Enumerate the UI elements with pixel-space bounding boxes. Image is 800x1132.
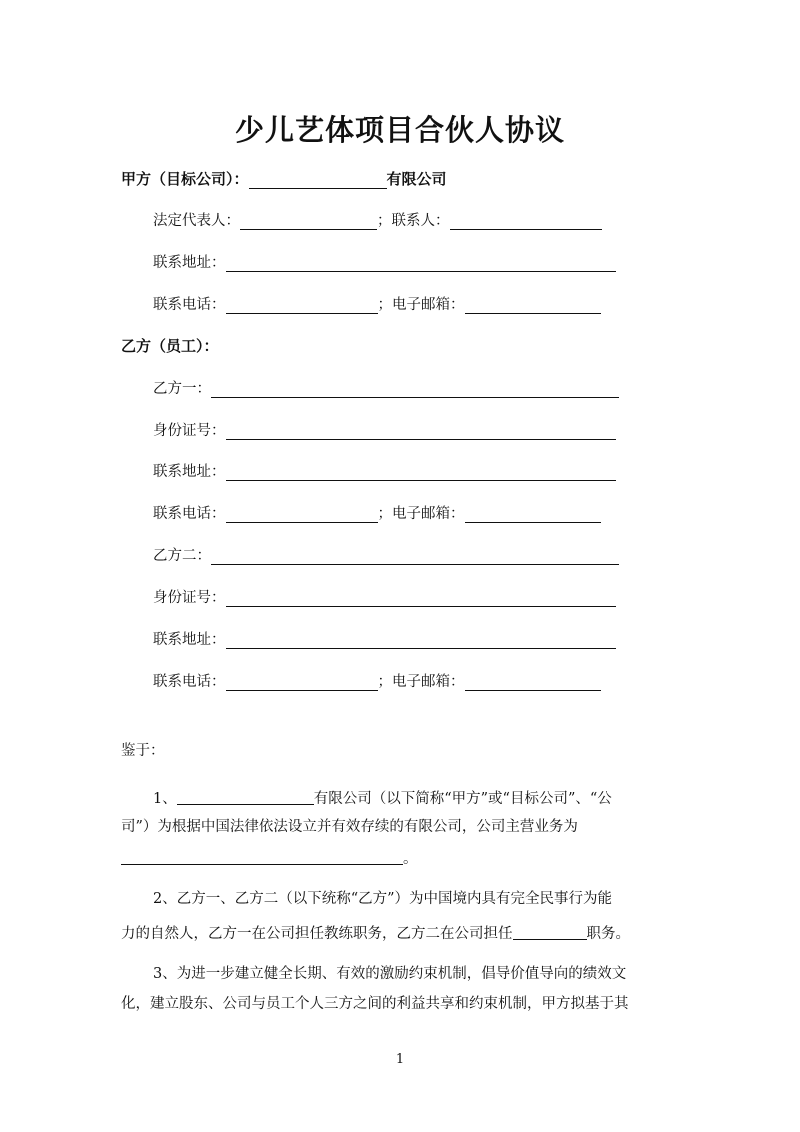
- b2-email-label: ；电子邮箱：: [377, 674, 465, 690]
- party-a-address-row: [153, 251, 616, 272]
- clause1-business-blank[interactable]: [121, 849, 403, 865]
- party-a-row: [121, 168, 447, 189]
- party-a-address-label: 联系地址：: [153, 255, 226, 271]
- party-a-phone-row: [153, 293, 601, 314]
- clause2-line1: 2、乙方一、乙方二（以下统称“乙方”）为中国境内具有完全民事行为能: [153, 891, 613, 907]
- clause2-text2a: 力的自然人，乙方一在公司担任教练职务，乙方二在公司担任: [121, 926, 513, 942]
- clause1-line2: 司”）为根据中国法律依法设立并有效存续的有限公司，公司主营业务为: [121, 819, 578, 835]
- b2-phone-row: [153, 670, 601, 691]
- b1-label: 乙方一：: [153, 381, 211, 397]
- clause1-end: 。: [403, 851, 418, 867]
- party-a-company-blank[interactable]: [249, 172, 387, 189]
- party-a-suffix: 有限公司: [386, 170, 447, 188]
- b1-address-label: 联系地址：: [153, 464, 226, 480]
- party-a-phone-blank[interactable]: [226, 297, 378, 314]
- legal-rep-label: 法定代表人：: [153, 213, 240, 229]
- clause3-line2: 化，建立股东、公司与员工个人三方之间的利益共享和约束机制，甲方拟基于其: [121, 996, 629, 1012]
- b1-id-row: [153, 419, 616, 440]
- b1-name-row: [153, 377, 619, 398]
- clause3-line1: 3、为进一步建立健全长期、有效的激励约束机制，倡导价值导向的绩效文: [153, 966, 627, 982]
- b2-name-blank[interactable]: [211, 548, 619, 565]
- b1-email-label: ；电子邮箱：: [377, 506, 465, 522]
- b1-phone-row: [153, 502, 601, 523]
- contact-person-blank[interactable]: [450, 213, 602, 230]
- clause2-position-blank[interactable]: [513, 924, 587, 940]
- b1-name-blank[interactable]: [211, 381, 619, 398]
- clause1-text1: 有限公司（以下简称“甲方”或“目标公司”、“公: [313, 791, 612, 807]
- party-a-email-blank[interactable]: [465, 297, 601, 314]
- clause2-line2: [121, 924, 630, 942]
- page-title: 少儿艺体项目合伙人协议: [234, 113, 565, 147]
- whereas-heading: 鉴于：: [121, 743, 165, 759]
- page-number: 1: [395, 1052, 405, 1067]
- b2-id-blank[interactable]: [226, 590, 616, 607]
- clause1-prefix: 1、: [153, 791, 177, 807]
- clause1-line3: [121, 849, 418, 867]
- b2-id-row: [153, 586, 616, 607]
- b1-id-blank[interactable]: [226, 423, 616, 440]
- b2-address-blank[interactable]: [226, 632, 616, 649]
- legal-rep-blank[interactable]: [240, 213, 377, 230]
- b1-phone-blank[interactable]: [226, 506, 378, 523]
- party-a-email-label: ；电子邮箱：: [377, 297, 465, 313]
- b2-address-label: 联系地址：: [153, 632, 226, 648]
- b2-name-row: [153, 544, 619, 565]
- b1-email-blank[interactable]: [465, 506, 601, 523]
- party-a-address-blank[interactable]: [226, 255, 616, 272]
- clause2-text2b: 职务。: [586, 926, 630, 942]
- b2-address-row: [153, 628, 616, 649]
- b1-id-label: 身份证号：: [153, 423, 226, 439]
- party-a-phone-label: 联系电话：: [153, 297, 226, 313]
- party-b-label: 乙方（员工）：: [121, 337, 219, 355]
- b1-phone-label: 联系电话：: [153, 506, 226, 522]
- b2-phone-blank[interactable]: [226, 674, 378, 691]
- b2-phone-label: 联系电话：: [153, 674, 226, 690]
- clause1-line1: [153, 789, 612, 807]
- party-a-label: 甲方（目标公司）：: [121, 170, 249, 188]
- b1-address-blank[interactable]: [226, 464, 616, 481]
- b2-label: 乙方二：: [153, 548, 211, 564]
- b2-email-blank[interactable]: [465, 674, 601, 691]
- b2-id-label: 身份证号：: [153, 590, 226, 606]
- contact-person-label: ；联系人：: [377, 213, 450, 229]
- b1-address-row: [153, 460, 616, 481]
- legal-rep-row: [153, 209, 602, 230]
- clause1-company-blank[interactable]: [177, 789, 314, 805]
